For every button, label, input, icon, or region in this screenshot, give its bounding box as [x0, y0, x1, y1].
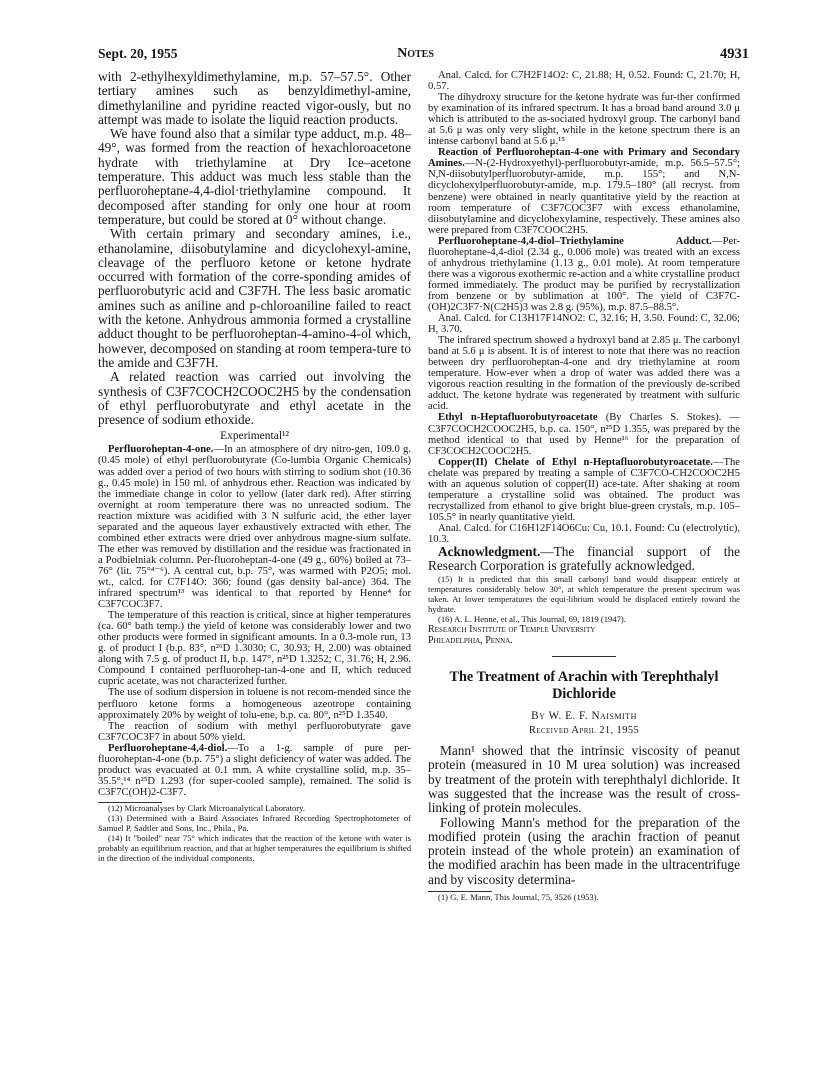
- paragraph: We have found also that a similar type adduct, m.p. 48–49°, was formed from the reaction of hexachloroacetone hydrate with triethylamine at Dry Ice–acetone temperature. This adduct was much less stable than the perfluoroheptane-4,4-diol·triethylamine compound. It decomposed after standing for only one hour at room temperature, but could be stored at 0° without change.: [98, 126, 411, 227]
- institution-line: Research Institute of Temple University: [428, 624, 596, 636]
- paragraph: [428, 147, 740, 235]
- paragraph: A related reaction was carried out involving the synthesis of C3F7COCH2COOC2H5 by the condensation of ethyl perfluorobutyrate and ethyl acetate in the presence of sodium ethoxide.: [98, 369, 411, 428]
- analysis-line: Anal. Calcd. for C13H17F14NO2: C, 32.16; H, 3.50. Found: C, 32.06; H, 3.70.: [428, 313, 740, 336]
- left-column: [98, 70, 411, 863]
- running-head-date: Sept. 20, 1955: [98, 46, 178, 61]
- footnote: (13) Determined with a Baird Associates Infrared Recording Spectrophotometer of Samuel P. Sadtler and Sons, Inc., Phila., Pa.: [98, 813, 411, 834]
- institution-line: Philadelphia, Penna.: [428, 635, 513, 647]
- paragraph: [98, 743, 411, 798]
- intro-text: [98, 70, 411, 427]
- run-in-heading: Reaction of Perfluoroheptan-4-one with Primary and Secondary Amines.: [428, 147, 740, 170]
- paragraph: [428, 236, 740, 313]
- run-in-heading: Perfluoroheptane-4,4-diol.: [108, 742, 228, 754]
- paragraph-text: —To a 1-g. sample of pure per-fluoroheptan-4-one (b.p. 75°) a slight deficiency of water was added. The product was evacuated at 0.1 mm. A white crystalline solid, m.p. 35–35.5°,¹⁴ n²⁵D 1.293 (for super-cooled sample), remained. The solid is C3F7C(OH)2-C3F7.: [98, 742, 411, 798]
- article-divider: [552, 656, 616, 657]
- paragraph-text: —In an atmosphere of dry nitro-gen, 109.0 g. (0.45 mole) of ethyl perfluorobutyrate (Co-lumbia Organic Chemicals) was added over a period of two hours with stirring to sodium shot (10.36 g., 0.45 mole) in 150 ml. of anhydrous ether. Reaction was indicated by the immediate change in color to yellow (later dark red). After stirring overnight at room temperature there was no unreacted sodium. The reaction mixture was acidified with 3 N sulfuric acid, the ether layer separated and the aqueous layer exhaustively extracted with ether. The combined ether extracts were dried over anhydrous magne-sium sulfate. The ether was removed by distillation and the residue was fractionated in a Podbielniak column. Per-fluoroheptan-4-one (49 g., 60%) boiled at 73–76° (lit. 75°⁴⁻⁶). A central cut, b.p. 75°, was warmed with P2O5; mol. wt., calcd. for C7F14O: 366; found (gas density bal-ance) 364. The infrared spectrum¹³ was identical to that reported by Henne⁴ for C3F7COC3F7.: [98, 444, 411, 611]
- paragraph: The dihydroxy structure for the ketone hydrate was fur-ther confirmed by examination of its infrared spectrum. It has a broad band around 3.0 μ which is attributed to the as-sociated hydroxyl group. The carbonyl band at 5.6 μ was only very slight, while in the ketone spectrum there is an intense carbonyl band at 5.6 μ.¹⁵: [428, 92, 740, 148]
- article-title: The Treatment of Arachin with Terephthalyl Dichloride: [449, 669, 719, 703]
- footnote: (14) It "boiled" near 75° which indicates that the reaction of the ketone with water is probably an equilibrium reaction, and that at higher temperatures the equilibrium is shifted in the direction of the individual components.: [98, 833, 411, 864]
- acknowledgment-text: —The financial support of the Research Corporation is gratefully acknowledged.: [428, 544, 740, 574]
- paragraph: Following Mann's method for the preparation of the modified protein (using the arachin fraction of peanut protein instead of the whole protein) an examination of the modified arachin has been made in the ultracentrifuge and by viscosity determina-: [428, 814, 740, 887]
- running-head-section: Notes: [397, 46, 434, 61]
- footnotes: [98, 803, 411, 864]
- article-byline: By W. E. F. Naismith: [531, 710, 637, 723]
- paragraph-text: —Per-fluoroheptane-4,4-diol (2.34 g., 0.006 mole) was treated with an excess of anhydrous triethylamine (1.13 g., 0.01 mole). At room temperature there was a vigorous exothermic re-action and a white crystalline product formed immediately. The product may be purified by recrystallization from benzene or by sublimation at 100°. The yield of C3F7C-(OH)2C3F7·N(C2H5)3 was 2.8 g. (95%), m.p. 87.5–88.5°.: [428, 235, 740, 313]
- paragraph: The reaction of sodium with methyl perfluorobutyrate gave C3F7COC3F7 in about 50% yield.: [98, 720, 411, 743]
- paragraph-text: (By Charles S. Stokes). —C3F7COCH2COOC2H5, b.p. ca. 150°, n²⁵D 1.355, was prepared by the method identical to that used by Henne¹⁶ for the preparation of CF3COCH2COOC2H5.: [428, 412, 741, 457]
- right-column: [428, 70, 740, 902]
- footnote: (16) A. L. Henne, et al., This Journal, 69, 1819 (1947).: [438, 613, 626, 624]
- run-in-heading: Ethyl n-Heptafluorobutyroacetate: [438, 412, 598, 424]
- paragraph: [428, 457, 740, 523]
- run-in-heading: Perfluoroheptan-4-one.: [108, 444, 214, 456]
- article-received-date: Received April 21, 1955: [528, 725, 640, 737]
- analysis-line: Anal. Calcd. for C7H2F14O2: C, 21.88; H, 0.52. Found: C, 21.70; H, 0.57.: [428, 70, 740, 93]
- footnote: (15) It is predicted that this small carbonyl band would disappear entirely at temperatures considerably below 30°, at which temperature the present spectrum was taken. At lower temperatures the equi-librium would be displaced entirely toward the hydrate.: [428, 573, 740, 614]
- experimental-text: [98, 444, 411, 798]
- experimental-heading: Experimental¹²: [220, 430, 289, 443]
- paragraph-text: —N-(2-Hydroxyethyl)-perfluorobutyr-amide, m.p. 56.5–57.5°; N,N-diisobutylperfluorobutyr-amide, m.p. 155°; and N,N-dicyclohexylperfluorobutyr-amide, m.p. 179.5–180° (all recryst. from benzene) were obtained in nearly quantitative yield by the reaction at room temperature of C3F7COC3F7 with excess ethanolamine, diisobutylamine and dicyclohexylamine, respectively. These amines also were prepared from C3F7COOC2H5.: [428, 158, 740, 236]
- footnote: (1) G. E. Mann, This Journal, 75, 3526 (1953).: [438, 892, 599, 903]
- run-in-heading: Copper(II) Chelate of Ethyl n-Heptafluorobutyroacetate.: [438, 456, 713, 468]
- paragraph: The infrared spectrum showed a hydroxyl band at 2.85 μ. The carbonyl band at 5.6 μ is absent. It is of interest to note that there was no reaction between dry perfluoroheptan-4-one and dry triethylamine at room temperature. How-ever when a drop of water was added there was a vigorous reaction resulting in the formation of the previously de-scribed adduct. The ketone hydrate was regenerated by treatment with sulfuric acid.: [428, 335, 740, 413]
- page-number: 4931: [720, 46, 749, 62]
- paragraph: [98, 444, 411, 610]
- paragraph-text: —The chelate was prepared by treating a sample of C3F7CO-CH2COOC2H5 with an aqueous solution of copper(II) ace-tate. After shaking at room temperature a crystalline solid was obtained. The product was recrystallized from ethanol to give bright blue-green crystals, m.p. 105–105.5° in nearly quantitative yield.: [428, 456, 740, 523]
- paragraph: With certain primary and secondary amines, i.e., ethanolamine, diisobutylamine and dicyclohexyl-amine, cleavage of the perfluoro ketone or ketone hydrate occurred with formation of the corre-sponding amides of perfluorobutyric acid and C3F7H. The less basic aromatic amines such as aniline and p-chloroaniline failed to react with the ketone. Anhydrous ammonia formed a crystalline adduct thought to be perfluoroheptan-4-amino-4-ol which, however, decomposed on standing at room tempera-ture to the amide and C3F7H.: [98, 226, 411, 370]
- article-footnotes: [428, 892, 740, 902]
- experimental-text-continued: [428, 70, 740, 646]
- paragraph: The use of sodium dispersion in toluene is not recom-mended since the perfluoro ketone forms a homogeneous azeotrope containing approximately 20% by weight of tolu-ene, b.p. ca. 80°, n²⁵D 1.3540.: [98, 687, 411, 721]
- paragraph: with 2-ethylhexyldimethylamine, m.p. 57–57.5°. Other tertiary amines such as benzyldimethyl-amine, dimethylaniline and pyridine reacted vigor-ously, but no attempt was made to isolate the liquid reaction products.: [98, 69, 411, 127]
- footnote: (12) Microanalyses by Clark Microanalytical Laboratory.: [108, 802, 306, 813]
- article-body: [428, 744, 740, 887]
- paragraph: The temperature of this reaction is critical, since at higher temperatures (ca. 60° bath temp.) the yield of ketone was considerably lower and two other products were formed in significant amounts. In a 0.3-mole run, 13 g. of product I (b.p. 83°, n²⁶D 1.3030; C, 30.93; H, 2.00) was obtained along with 7.5 g. of product II, b.p. 147°, n²⁵D 1.3252; C, 31.76; H, 2.96. Compound I contained perfluorohep-tan-4-one and II, which reduced cupric acetate, was not characterized further.: [98, 610, 411, 688]
- paragraph: [428, 412, 740, 456]
- acknowledgment-heading: Acknowledgment.: [438, 544, 541, 560]
- analysis-line: Anal. Calcd. for C16H12F14O6Cu: Cu, 10.1. Found: Cu (electrolytic), 10.3.: [428, 522, 740, 545]
- acknowledgment: [428, 545, 740, 574]
- run-in-heading: Perfluoroheptane-4,4-diol–Triethylamine Adduct.: [438, 235, 712, 247]
- paragraph: Mann¹ showed that the intrinsic viscosity of peanut protein (measured in 10 M urea solution) was increased by treatment of the protein with terephthalyl dichloride. It was suggested that the increase was the result of cross-linking of protein molecules.: [428, 743, 740, 816]
